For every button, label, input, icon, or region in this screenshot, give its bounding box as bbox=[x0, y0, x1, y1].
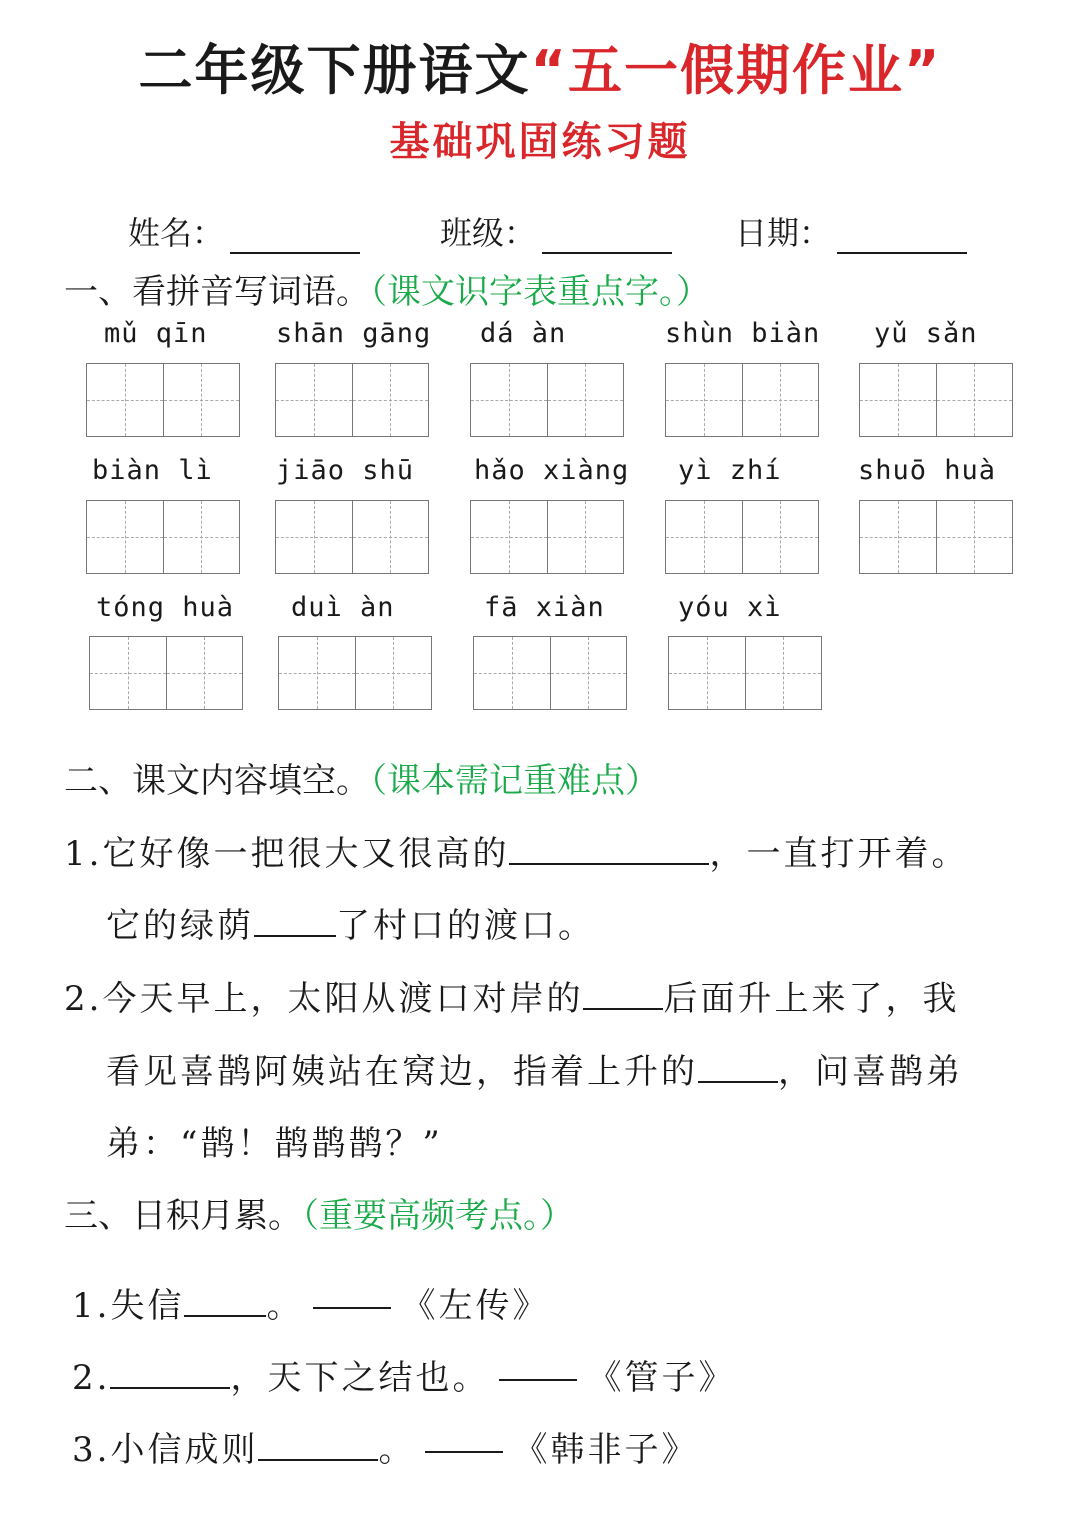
pinyin-label: shān gāng bbox=[276, 318, 432, 349]
pinyin-label: hǎo xiàng bbox=[474, 455, 630, 486]
writing-grid[interactable] bbox=[668, 636, 822, 710]
pinyin-label: shuō huà bbox=[858, 455, 997, 486]
fill-blank[interactable] bbox=[254, 901, 336, 937]
writing-grid[interactable] bbox=[859, 363, 1013, 437]
writing-grid[interactable] bbox=[473, 636, 627, 710]
pinyin-label: duì àn bbox=[291, 592, 395, 623]
section3-heading bbox=[64, 1188, 574, 1237]
pinyin-label: yǔ sǎn bbox=[874, 318, 978, 349]
class-field[interactable] bbox=[440, 208, 672, 254]
writing-grid[interactable] bbox=[86, 363, 240, 437]
question-2-line1: 2.今天早上，太阳从渡口对岸的 后面升上来了，我 bbox=[64, 971, 959, 1020]
question-1-line1: 1.它好像一把很大又很高的 ，一直打开着。 bbox=[64, 826, 968, 875]
class-blank[interactable] bbox=[542, 218, 672, 254]
fill-blank[interactable] bbox=[583, 974, 663, 1010]
pinyin-label: shùn biàn bbox=[665, 318, 821, 349]
writing-grid[interactable] bbox=[86, 500, 240, 574]
writing-grid[interactable] bbox=[470, 500, 624, 574]
fill-blank[interactable] bbox=[184, 1281, 266, 1317]
name-blank[interactable] bbox=[230, 218, 360, 254]
question-1-line2: 它的绿荫 了村口的渡口。 bbox=[106, 898, 595, 947]
section2-heading bbox=[64, 753, 659, 802]
writing-grid[interactable] bbox=[275, 363, 429, 437]
writing-grid[interactable] bbox=[89, 636, 243, 710]
pinyin-label: tóng huà bbox=[96, 592, 235, 623]
em-dash bbox=[313, 1307, 391, 1309]
section3-note: （重要高频考点。） bbox=[302, 1196, 574, 1236]
name-field[interactable] bbox=[128, 208, 360, 254]
writing-grid[interactable] bbox=[665, 363, 819, 437]
writing-grid[interactable] bbox=[470, 363, 624, 437]
question-2-line3: 弟：“鹊！鹊鹊鹊？” bbox=[106, 1124, 443, 1164]
date-field[interactable] bbox=[735, 208, 967, 254]
pinyin-label: yóu xì bbox=[678, 592, 782, 623]
writing-grid[interactable] bbox=[275, 500, 429, 574]
writing-grid[interactable] bbox=[665, 500, 819, 574]
class-label: 班级： bbox=[440, 214, 537, 252]
pinyin-label: biàn lì bbox=[92, 455, 213, 486]
pinyin-label: yì zhí bbox=[678, 455, 782, 486]
quote-line-2: 2. ，天下之结也。 《管子》 bbox=[72, 1350, 735, 1399]
name-label: 姓名： bbox=[128, 214, 225, 252]
pinyin-label: mǔ qīn bbox=[104, 318, 208, 349]
date-label: 日期： bbox=[735, 214, 832, 252]
section3-title: 三、日积月累。 bbox=[64, 1196, 302, 1236]
quote-line-3: 3.小信成则 。 《韩非子》 bbox=[72, 1422, 698, 1471]
page-title bbox=[0, 28, 1080, 105]
section2-note: （课本需记重难点） bbox=[370, 761, 659, 801]
date-blank[interactable] bbox=[837, 218, 967, 254]
fill-blank[interactable] bbox=[509, 829, 709, 865]
title-quoted: “五一假期作业” bbox=[530, 39, 942, 102]
em-dash bbox=[425, 1451, 503, 1453]
section2-title: 二、课文内容填空。 bbox=[64, 761, 370, 801]
page-subtitle: 基础巩固练习题 bbox=[389, 119, 691, 165]
question-2-line2: 看见喜鹊阿姨站在窝边，指着上升的 ，问喜鹊弟 bbox=[106, 1044, 963, 1093]
fill-blank[interactable] bbox=[698, 1047, 778, 1083]
em-dash bbox=[499, 1379, 577, 1381]
quote-line-1: 1.失信 。 《左传》 bbox=[72, 1278, 549, 1327]
section1-heading bbox=[64, 264, 710, 313]
title-prefix: 二年级下册语文 bbox=[138, 39, 531, 102]
fill-blank[interactable] bbox=[110, 1353, 230, 1389]
fill-blank[interactable] bbox=[258, 1425, 378, 1461]
writing-grid[interactable] bbox=[859, 500, 1013, 574]
writing-grid[interactable] bbox=[278, 636, 432, 710]
pinyin-label: fā xiàn bbox=[484, 592, 605, 623]
pinyin-label: dá àn bbox=[480, 318, 567, 349]
section1-note: （课文识字表重点字。） bbox=[370, 272, 710, 312]
pinyin-label: jiāo shū bbox=[276, 455, 415, 486]
section1-title: 一、看拼音写词语。 bbox=[64, 272, 370, 312]
